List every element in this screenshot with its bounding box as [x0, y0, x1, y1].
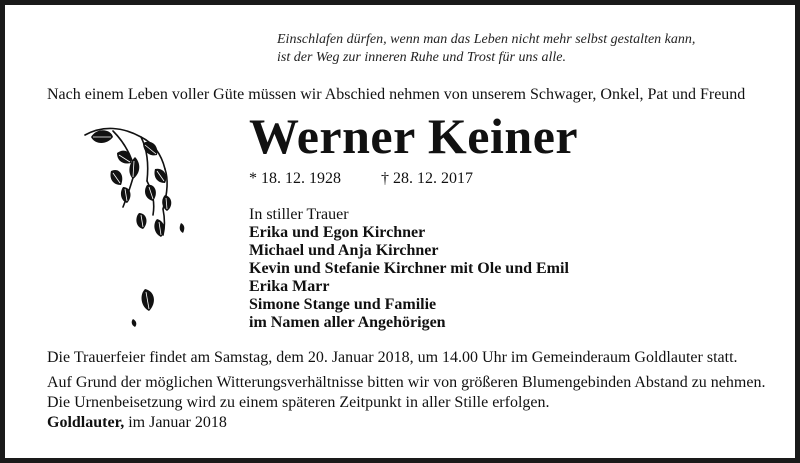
date: im Januar 2018: [128, 414, 227, 431]
death-date: † 28. 12. 2017: [381, 170, 473, 187]
place-date: [47, 413, 767, 433]
quote-line-1: Einschlafen dürfen, wenn man das Leben nicht mehr selbst gestalten kann,: [277, 32, 696, 47]
life-dates: [249, 169, 473, 189]
quote: [277, 31, 747, 67]
mourner-name: Erika Marr: [249, 278, 330, 295]
urn-text: Die Urnenbeisetzung wird zu einem späteren Zeitpunkt in aller Stille erfolgen.: [47, 394, 550, 411]
quote-line-2: ist der Weg zur inneren Ruhe und Trost für uns alle.: [277, 50, 566, 65]
intro-text: Nach einem Leben voller Güte müssen wir Abschied nehmen von unserem Schwager, Onkel, Pat und Freund: [47, 86, 746, 103]
deceased-name: Werner Keiner: [249, 108, 579, 164]
mourner-name: Michael und Anja Kirchner: [249, 242, 439, 259]
mourner-name: im Namen aller Angehörigen: [249, 314, 446, 331]
birch-branch-icon: [83, 123, 203, 333]
mourner-name: Erika und Egon Kirchner: [249, 224, 426, 241]
mourners-list: [249, 206, 569, 332]
mourners-lead: In stiller Trauer: [249, 206, 349, 223]
birth-date: * 18. 12. 1928: [249, 170, 341, 187]
mourner-name: Kevin und Stefanie Kirchner mit Ole und Emil: [249, 260, 569, 277]
place: Goldlauter,: [47, 414, 125, 431]
mourner-name: Simone Stange und Familie: [249, 296, 437, 313]
ceremony-text: Die Trauerfeier findet am Samstag, dem 20. Januar 2018, um 14.00 Uhr im Gemeinderaum Goldlauter statt.: [47, 349, 738, 366]
flowers-text: Auf Grund der möglichen Witterungsverhältnisse bitten wir von größeren Blumengebinden Abstand zu nehmen.: [47, 374, 766, 391]
notice-text: [47, 348, 767, 433]
